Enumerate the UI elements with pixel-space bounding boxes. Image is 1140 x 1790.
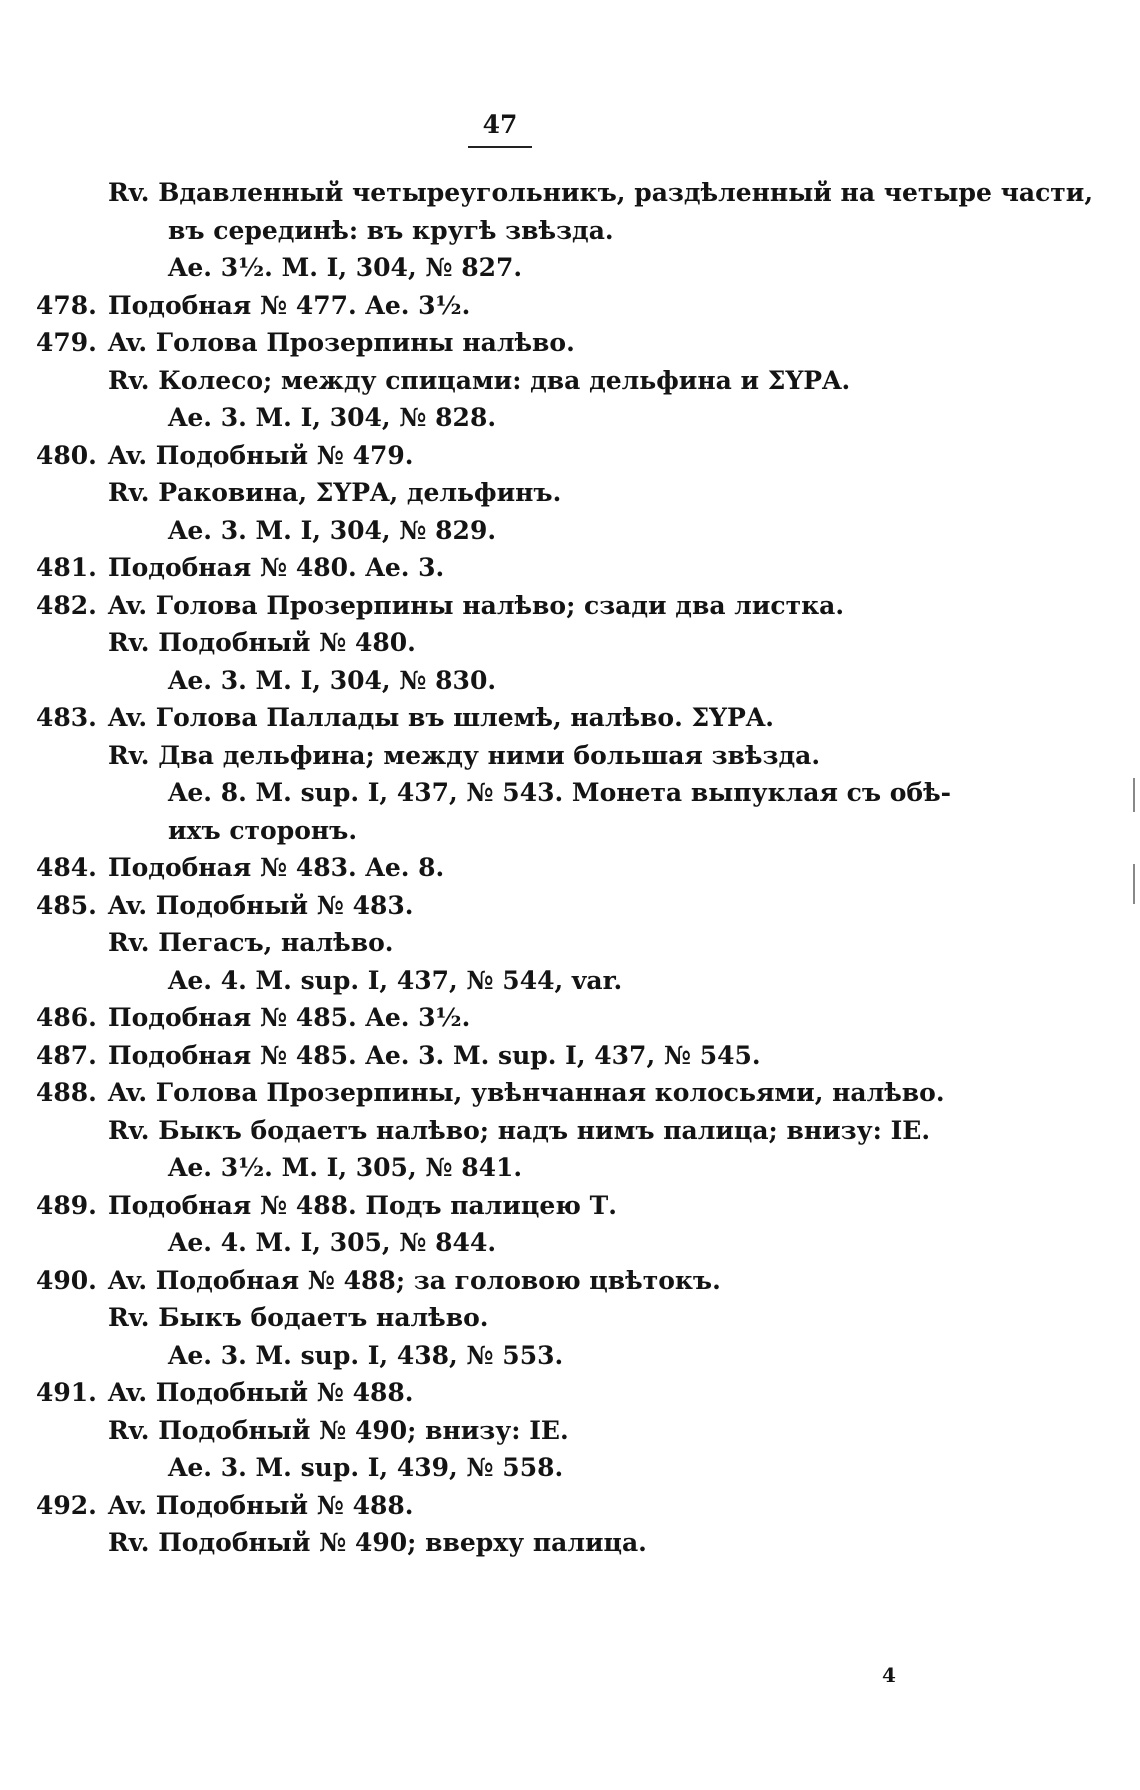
catalog-entries xyxy=(0,174,1140,1562)
catalog-line xyxy=(0,362,1140,400)
entry-text: Av. Подобная № 488; за головою цвѣтокъ. xyxy=(108,1265,721,1295)
entry-text: Ae. 3. M. I, 304, № 828. xyxy=(168,403,497,432)
entry-text: ихъ сторонъ. xyxy=(168,815,358,845)
entry-number: 481. xyxy=(36,553,97,582)
catalog-line xyxy=(0,1487,1140,1525)
entry-text: Ae. 3. M. I, 304, № 829. xyxy=(168,515,497,545)
catalog-line xyxy=(0,287,1140,325)
catalog-line xyxy=(0,699,1140,737)
entry-number: 480. xyxy=(36,440,97,470)
catalog-line xyxy=(0,737,1140,775)
entry-text: въ серединѣ: въ кругѣ звѣзда. xyxy=(168,215,614,245)
catalog-line xyxy=(0,212,1140,250)
catalog-line xyxy=(0,849,1140,887)
entry-text: Подобная № 477. Ae. 3½. xyxy=(108,290,471,320)
entry-text: Ae. 3½. M. I, 305, № 841. xyxy=(168,1153,523,1182)
catalog-line xyxy=(0,962,1140,1000)
entry-text: Av. Подобный № 488. xyxy=(108,1490,414,1520)
printer-signature: 4 xyxy=(882,1663,896,1687)
entry-number: 486. xyxy=(36,1003,97,1032)
catalog-line xyxy=(0,812,1140,850)
entry-text: Подобная № 488. Подъ палицею Т. xyxy=(108,1190,617,1220)
catalog-line xyxy=(0,399,1140,437)
catalog-line xyxy=(0,924,1140,962)
catalog-line xyxy=(0,324,1140,362)
entry-number: 488. xyxy=(36,1078,97,1107)
catalog-line xyxy=(0,1524,1140,1562)
entry-text: Ae. 8. M. sup. I, 437, № 543. Монета выпуклая съ обѣ- xyxy=(168,778,952,807)
entry-text: Rv. Подобный № 480. xyxy=(108,628,416,657)
catalog-line xyxy=(0,174,1140,212)
entry-number: 479. xyxy=(36,328,97,357)
entry-text: Av. Подобный № 483. xyxy=(108,890,414,920)
entry-text: Av. Голова Прозерпины налѣво; сзади два листка. xyxy=(108,590,845,620)
catalog-line xyxy=(0,1037,1140,1075)
entry-number: 482. xyxy=(36,590,97,620)
entry-text: Av. Подобный № 479. xyxy=(108,440,414,470)
entry-text: Av. Голова Прозерпины, увѣнчанная колосьями, налѣво. xyxy=(108,1078,945,1107)
entry-number: 483. xyxy=(36,703,97,732)
entry-text: Ae. 3½. M. I, 304, № 827. xyxy=(168,253,523,282)
entry-text: Av. Голова Прозерпины налѣво. xyxy=(108,328,575,357)
catalog-line xyxy=(0,1224,1140,1262)
catalog-line xyxy=(0,1337,1140,1375)
catalog-line xyxy=(0,1149,1140,1187)
entry-number: 487. xyxy=(36,1040,97,1070)
entry-text: Подобная № 480. Ae. 3. xyxy=(108,553,445,582)
entry-text: Ae. 3. M. I, 304, № 830. xyxy=(168,665,497,695)
catalog-line xyxy=(0,999,1140,1037)
entry-number: 489. xyxy=(36,1190,97,1220)
entry-text: Rv. Колесо; между спицами: два дельфина и ΣΥΡΑ. xyxy=(108,365,851,395)
margin-mark xyxy=(1133,778,1135,812)
entry-number: 478. xyxy=(36,290,97,320)
catalog-line xyxy=(0,249,1140,287)
entry-text: Rv. Раковина, ΣΥΡΑ, дельфинъ. xyxy=(108,478,562,507)
catalog-line xyxy=(0,1262,1140,1300)
entry-text: Rv. Два дельфина; между ними большая звѣзда. xyxy=(108,740,821,770)
entry-text: Подобная № 485. Ae. 3. M. sup. I, 437, № 545. xyxy=(108,1040,761,1070)
entry-text: Rv. Подобный № 490; вверху палица. xyxy=(108,1528,647,1557)
catalog-line xyxy=(0,1074,1140,1112)
entry-text: Av. Подобный № 488. xyxy=(108,1378,414,1407)
catalog-line xyxy=(0,624,1140,662)
catalog-line xyxy=(0,1412,1140,1450)
catalog-line xyxy=(0,512,1140,550)
catalog-line xyxy=(0,662,1140,700)
margin-mark xyxy=(1133,864,1135,904)
entry-text: Av. Голова Паллады въ шлемѣ, налѣво. ΣΥΡΑ. xyxy=(108,703,774,732)
entry-number: 492. xyxy=(36,1490,97,1520)
entry-text: Подобная № 485. Ae. 3½. xyxy=(108,1003,471,1032)
page-number: 47 xyxy=(482,110,518,139)
entry-number: 491. xyxy=(36,1378,97,1407)
catalog-line xyxy=(0,774,1140,812)
catalog-line xyxy=(0,1187,1140,1225)
entry-number: 484. xyxy=(36,853,97,882)
catalog-line xyxy=(0,887,1140,925)
entry-text: Ae. 4. M. I, 305, № 844. xyxy=(168,1228,497,1257)
entry-text: Rv. Вдавленный четыреугольникъ, раздѣленный на четыре части, xyxy=(108,178,1094,207)
catalog-line xyxy=(0,587,1140,625)
catalog-line xyxy=(0,1299,1140,1337)
page-number-rule xyxy=(468,146,532,148)
entry-number: 485. xyxy=(36,890,97,920)
entry-text: Rv. Быкъ бодаетъ налѣво; надъ нимъ палица; внизу: IE. xyxy=(108,1115,931,1145)
catalog-line xyxy=(0,1449,1140,1487)
entry-text: Rv. Пегасъ, налѣво. xyxy=(108,928,394,957)
catalog-line xyxy=(0,474,1140,512)
entry-text: Ae. 3. M. sup. I, 438, № 553. xyxy=(168,1340,564,1370)
catalog-line xyxy=(0,437,1140,475)
entry-text: Rv. Подобный № 490; внизу: IE. xyxy=(108,1415,569,1445)
entry-text: Ae. 4. M. sup. I, 437, № 544, var. xyxy=(168,965,623,995)
entry-text: Подобная № 483. Ae. 8. xyxy=(108,853,445,882)
catalog-line xyxy=(0,549,1140,587)
catalog-line xyxy=(0,1374,1140,1412)
catalog-line xyxy=(0,1112,1140,1150)
entry-text: Rv. Быкъ бодаетъ налѣво. xyxy=(108,1303,489,1332)
entry-text: Ae. 3. M. sup. I, 439, № 558. xyxy=(168,1453,564,1482)
entry-number: 490. xyxy=(36,1265,97,1295)
